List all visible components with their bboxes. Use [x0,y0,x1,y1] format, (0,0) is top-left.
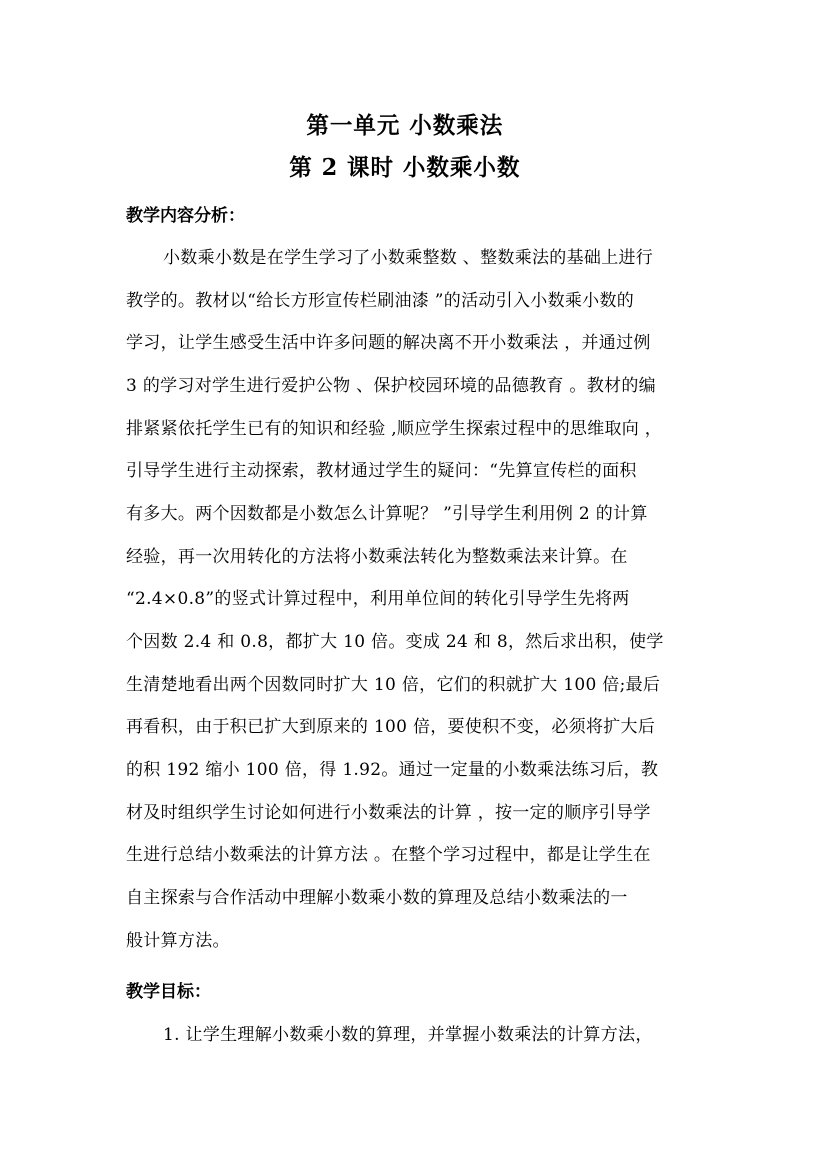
paragraph-line: 生清楚地看出两个因数同时扩大 10 倍，它们的积就扩大 100 倍;最后 [126,675,661,695]
content-analysis-heading: 教学内容分析： [126,206,245,226]
paragraph-line: 般计算方法。 [126,931,230,951]
paragraph-line: 经验，再一次用转化的方法将小数乘法转化为整数乘法来计算。在 [126,547,628,567]
paragraph-line: 再看积，由于积已扩大到原来的 100 倍，要使积不变，必须将扩大后 [126,717,656,737]
paragraph-line: 教学的。教材以“给长方形宣传栏刷油漆 ”的活动引入小数乘小数的 [126,291,635,311]
paragraph-line: 的积 192 缩小 100 倍，得 1.92。通过一定量的小数乘法练习后，教 [126,760,659,780]
paragraph-line: 小数乘小数是在学生学习了小数乘整数 、整数乘法的基础上进行 [163,248,654,268]
lesson-title: 第 2 课时 小数乘小数 [289,154,521,181]
paragraph-line: 有多大。两个因数都是小数怎么计算呢？ ”引导学生利用例 2 的计算 [126,504,648,524]
unit-title: 第一单元 小数乘法 [306,112,504,139]
teaching-goals-heading: 教学目标： [126,982,211,1002]
paragraph-line: 材及时组织学生讨论如何进行小数乘法的计算 ，按一定的顺序引导学 [126,803,651,823]
paragraph-line: 3 的学习对学生进行爱护公物 、保护校园环境的品德教育 。教材的编 [126,376,656,396]
paragraph-line: 引导学生进行主动探索，教材通过学生的疑问：“先算宣传栏的面积 [126,461,637,481]
paragraph-line: 排紧紧依托学生已有的知识和经验 ,顺应学生探索过程中的思维取向 ， [126,419,663,439]
paragraph-line: 学习，让学生感受生活中许多问题的解决离不开小数乘法 ，并通过例 [126,333,651,353]
paragraph-line: 个因数 2.4 和 0.8，都扩大 10 倍。变成 24 和 8，然后求出积，使学 [126,632,664,652]
paragraph-line: “2.4×0.8”的竖式计算过程中，利用单位间的转化引导学生先将两 [126,589,630,609]
goal-item: 1. 让学生理解小数乘小数的算理，并掌握小数乘法的计算方法， [163,1025,653,1045]
paragraph-line: 生进行总结小数乘法的计算方法 。在整个学习过程中，都是让学生在 [126,845,651,865]
paragraph-line: 自主探索与合作活动中理解小数乘小数的算理及总结小数乘法的一 [126,888,628,908]
